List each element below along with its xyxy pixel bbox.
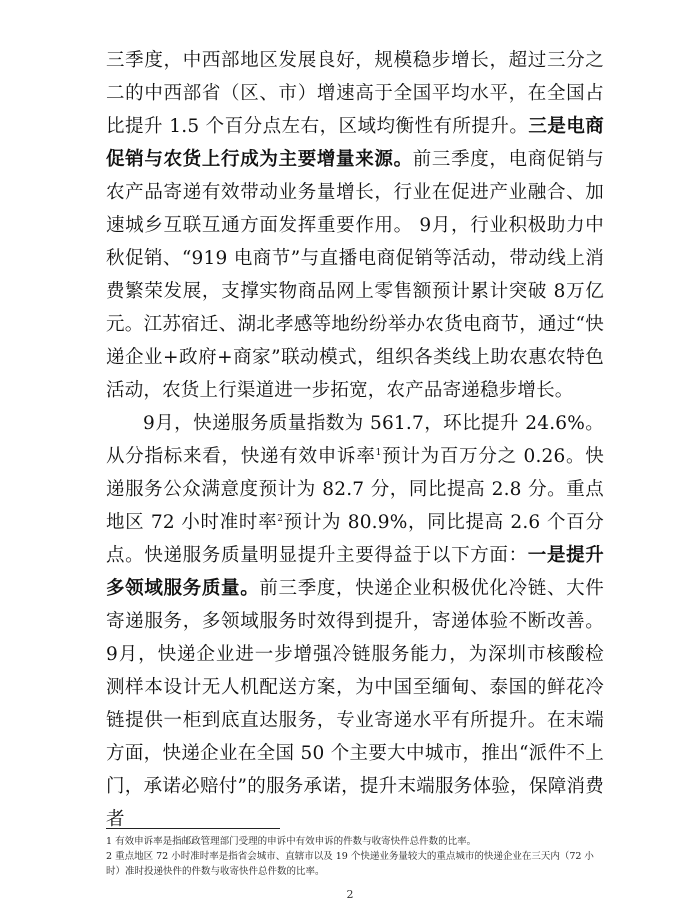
footnotes	[106, 834, 604, 879]
paragraph-service-quality	[106, 407, 604, 836]
para2-seg4: 前三季度，快递企业积极优化冷链、大件寄递服务，多领域服务时效得到提升，寄递体验不断改善。9月，快递企业进一步增强冷链服务能力，为深圳市核酸检测样本设计无人机配送方案，为中国至缅甸、泰国的鲜花冷链提供一柜到底直达服务，专业寄递水平有所提升。在末端方面，快递企业在全国 50 个主要大中城市，推出“派件不上门，承诺必赔付”的服务承诺，提升末端服务体验，保障消费者	[106, 578, 604, 830]
body-text	[106, 44, 604, 836]
footnote-divider	[106, 828, 280, 829]
para1-text-after: 前三季度，电商促销与农产品寄递有效带动业务量增长，行业在促进产业融合、加速城乡互联互通方面发挥重要作用。 9月，行业积极助力中秋促销、“919 电商节”与直播电商促销等活动，带动线上消费繁荣发展，支撑实物商品网上零售额预计累计突破 8万亿元。江苏宿迁、湖北孝感等地纷纷举办农货电商节，通过“快递企业+政府+商家”联动模式，组织各类线上助农惠农特色活动，农货上行渠道进一步拓宽，农产品寄递稳步增长。	[106, 149, 604, 401]
footnote-ref-1: 1	[375, 447, 382, 458]
footnote-2: 2 重点地区 72 小时准时率是指省会城市、直辖市以及 19 个快递业务量较大的重点城市的快递企业在三天内（72 小时）准时投递快件的件数与收寄快件总件数的比率。	[106, 851, 594, 877]
page-number: 2	[346, 888, 354, 901]
footnote-ref-2: 2	[277, 513, 284, 524]
para1-bold-heading: 三是电商促销与农货上行成为主要增量来源。	[106, 116, 604, 170]
paragraph-regional-ecommerce	[106, 44, 604, 407]
footnote-1: 1 有效申诉率是指邮政管理部门受理的申诉中有效申诉的件数与收寄快件总件数的比率。	[106, 836, 477, 847]
para2-seg3: 预计为 80.9%，同比提高 2.6 个百分点。快递服务质量明显提升主要得益于以下方面：	[106, 512, 604, 566]
para2-bold-heading: 一是提升多领域服务质量。	[106, 545, 604, 599]
para1-text-before: 三季度，中西部地区发展良好，规模稳步增长，超过三分之二的中西部省（区、市）增速高于全国平均水平，在全国占比提升 1.5 个百分点左右，区域均衡性有所提升。	[106, 50, 604, 137]
para2-seg1: 9月，快递服务质量指数为 561.7，环比提升 24.6%。从分指标来看，快递有效申诉率	[106, 413, 604, 467]
para2-seg2: 预计为百万分之 0.26。快递服务公众满意度预计为 82.7 分，同比提高 2.8 分。重点地区 72 小时准时率	[106, 446, 604, 533]
